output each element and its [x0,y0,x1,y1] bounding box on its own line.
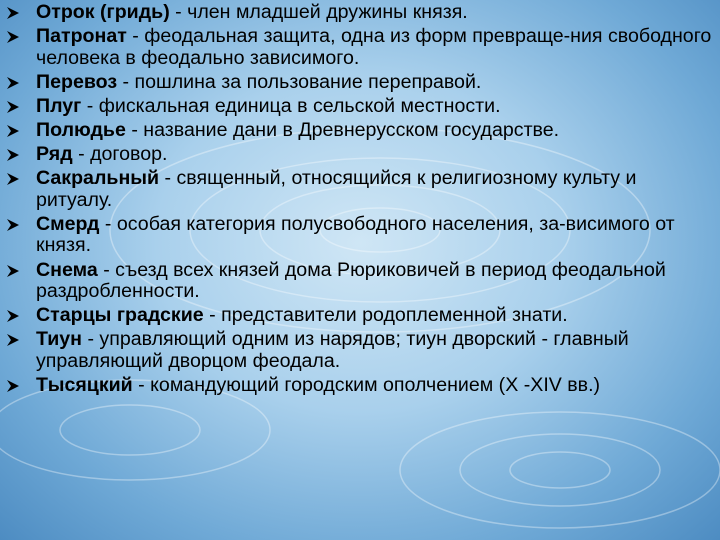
glossary-definition: - пошлина за пользование переправой. [117,70,482,93]
glossary-definition: - договор. [72,143,168,166]
arrowhead-bullet-icon [6,379,20,393]
glossary-term: Перевоз [36,70,118,93]
glossary-item [6,120,716,142]
arrowhead-bullet-icon [6,218,20,232]
glossary-item [6,96,716,118]
arrowhead-bullet-icon [6,100,20,114]
glossary-definition: - особая категория полусвободного населения, за-висимого от князя. [36,212,675,257]
arrowhead-bullet-icon [6,30,20,44]
glossary-item [6,26,716,69]
glossary-definition: - член младшей дружины князя. [169,1,468,23]
glossary-item [6,305,716,327]
glossary-term: Отрок (гридь) [36,1,170,23]
glossary-term: Сакральный [36,167,160,190]
glossary-definition: - фискальная единица в сельской местности. [81,94,501,117]
glossary-definition: - командующий городским ополчением (X -XIV вв.) [132,374,601,396]
glossary-definition: - управляющий одним из нарядов; тиун дворский - главный управляющий дворцом феодала. [36,328,629,372]
glossary-term: Полюдье [36,118,126,141]
glossary-term: Тиун [36,328,82,351]
glossary-term: Старцы градские [36,304,204,327]
glossary-definition: - название дани в Древнерусском государстве. [125,118,560,141]
glossary-item [6,2,716,24]
glossary-term: Тысяцкий [36,374,133,396]
glossary-item [6,375,716,397]
glossary-item [6,329,716,372]
glossary-definition: - феодальная защита, одна из форм превраще-ния свободного человека в феодально зависимого. [36,25,712,69]
arrowhead-bullet-icon [6,124,20,138]
glossary-item [6,144,716,166]
glossary-item [6,72,716,94]
glossary-item [6,214,716,257]
glossary-term: Плуг [36,94,82,117]
glossary-term: Ряд [36,143,73,166]
arrowhead-bullet-icon [6,6,20,20]
glossary-term: Патронат [36,25,127,48]
arrowhead-bullet-icon [6,172,20,186]
arrowhead-bullet-icon [6,264,20,278]
arrowhead-bullet-icon [6,333,20,347]
glossary-list [6,2,716,399]
arrowhead-bullet-icon [6,76,20,90]
arrowhead-bullet-icon [6,309,20,323]
glossary-definition: - съезд всех князей дома Рюриковичей в период феодальной раздробленности. [36,258,666,303]
arrowhead-bullet-icon [6,148,20,162]
glossary-item [6,260,716,303]
glossary-term: Смерд [36,212,100,235]
glossary-definition: - священный, относящийся к религиозному культу и ритуалу. [36,167,637,211]
glossary-definition: - представители родоплеменной знати. [203,304,568,327]
glossary-item [6,168,716,211]
glossary-term: Снема [36,258,98,281]
